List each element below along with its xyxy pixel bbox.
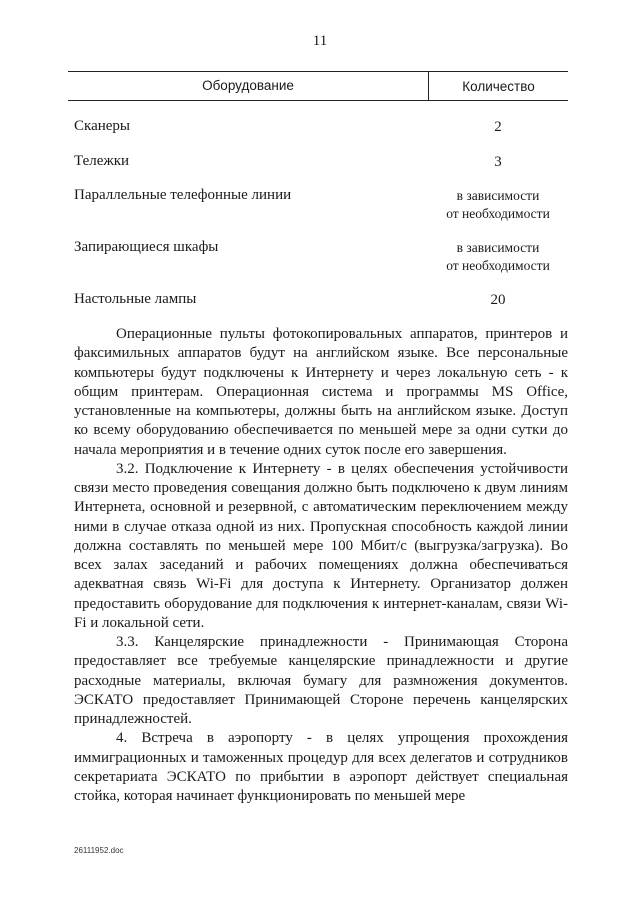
paragraph: 4. Встреча в аэропорту - в целях упрощения прохождения иммиграционных и таможенных процедур для всех делегатов и сотрудников секретариата ЭСКАТО по прибытии в аэропорт действует специальная стойка, которая начинает функционировать по меньшей мере <box>74 730 568 804</box>
row-name: Параллельные телефонные линии <box>74 187 292 203</box>
row-name: Настольные лампы <box>74 291 197 307</box>
table-header <box>68 71 568 101</box>
equipment-table <box>68 71 568 308</box>
page-number: 11 <box>312 33 328 49</box>
row-qty: в зависимости от необходимости <box>446 188 550 221</box>
row-qty: 3 <box>494 154 502 170</box>
header-equipment: Оборудование <box>68 72 429 100</box>
row-name: Сканеры <box>74 118 130 134</box>
document-code: 26111952.doc <box>74 846 124 855</box>
row-name: Тележки <box>74 153 130 169</box>
row-qty: 2 <box>494 119 502 135</box>
row-name: Запирающиеся шкафы <box>74 239 219 255</box>
paragraph: Операционные пульты фотокопировальных аппаратов, принтеров и факсимильных аппаратов будут на английском языке. Все персональные компьютеры будут подключены к Интернету и через локальную сеть - к общим принтерам. Операционная система и программы MS Office, установленные на компьютеры, должны быть на английском языке. Доступ ко всему оборудованию обеспечивается по меньшей мере за одни сутки до начала мероприятия и в течение одних суток после его завершения. <box>74 326 568 458</box>
paragraph: 3.2. Подключение к Интернету - в целях обеспечения устойчивости связи место проведения совещания должно быть подключено к двум линиям Интернета, основной и резервной, с автоматическим переключением между ними в случае отказа одной из них. Пропускная способность каждой линии должна составлять по меньшей мере 100 Мбит/с (выгрузка/загрузка). Во всех залах заседаний и рабочих помещениях должна обеспечиваться адекватная связь Wi-Fi для доступа к Интернету. Организатор должен предоставить оборудование для подключения к интернет-каналам, связи Wi-Fi и локальной сети. <box>74 460 568 631</box>
body-text <box>74 325 568 806</box>
header-quantity: Количество <box>462 78 535 94</box>
row-qty: в зависимости от необходимости <box>446 240 550 273</box>
row-qty: 20 <box>490 292 506 308</box>
paragraph: 3.3. Канцелярские принадлежности - Принимающая Сторона предоставляет все требуемые канцелярские принадлежности и другие расходные материалы, включая бумагу для размножения документов. ЭСКАТО предоставляет Принимающей Стороне перечень канцелярских принадлежностей. <box>74 634 568 727</box>
